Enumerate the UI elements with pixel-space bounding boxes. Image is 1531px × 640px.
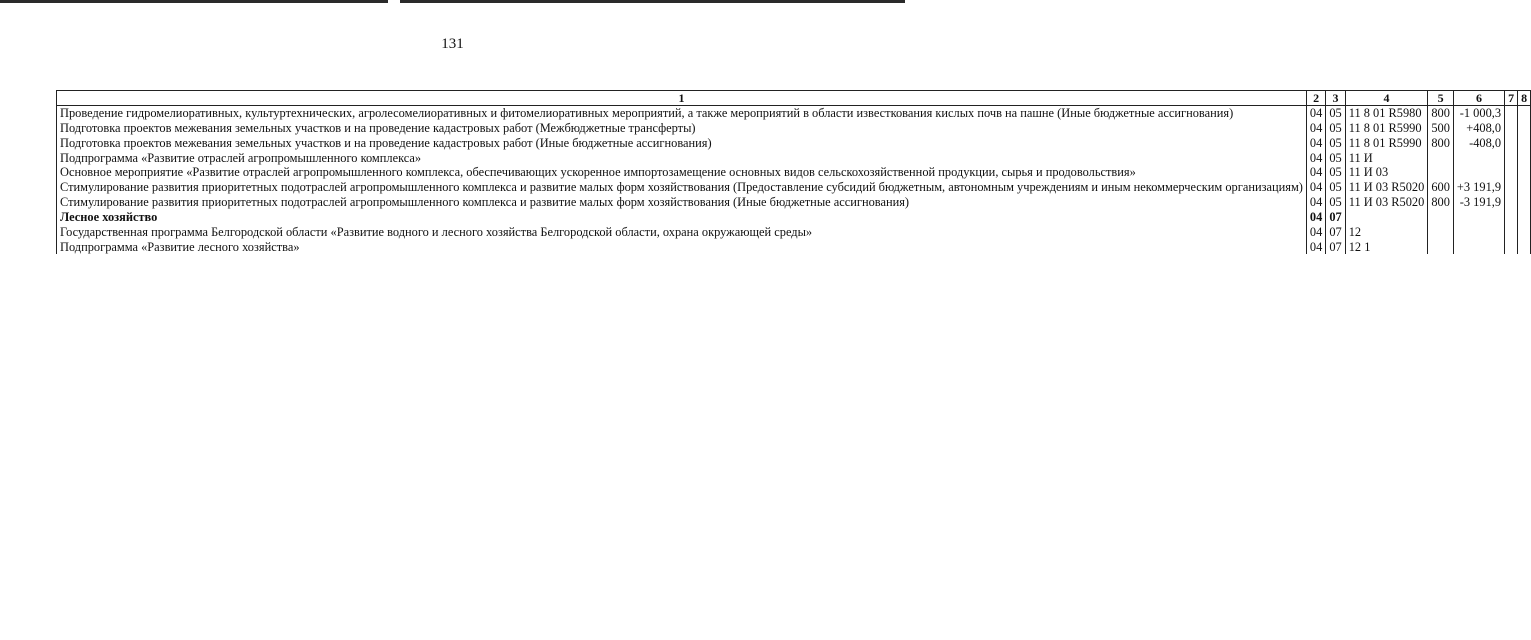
table-row	[57, 165, 1531, 180]
row-expense-type: 800	[1428, 136, 1454, 151]
row-section: 04	[1306, 240, 1325, 255]
row-col-8	[1518, 180, 1531, 195]
row-name: Подготовка проектов межевания земельных участков и на проведение кадастровых работ (Иные бюджетные ассигнования)	[57, 136, 1307, 151]
row-name: Лесное хозяйство	[57, 210, 1307, 225]
row-name: Подпрограмма «Развитие отраслей агропромышленного комплекса»	[57, 151, 1307, 166]
header-row	[57, 91, 1531, 106]
row-col-7	[1505, 136, 1518, 151]
row-amount: +408,0	[1453, 121, 1504, 136]
row-name: Основное мероприятие «Развитие отраслей агропромышленного комплекса, обеспечивающих ускоренное импортозамещение основных видов сельскохозяйственной продукции, сырья и продовольствия»	[57, 165, 1307, 180]
header-col-3: 3	[1326, 91, 1345, 106]
row-amount	[1453, 165, 1504, 180]
header-col-4: 4	[1345, 91, 1428, 106]
row-col-7	[1505, 210, 1518, 225]
row-name: Проведение гидромелиоративных, культуртехнических, агролесомелиоративных и фитомелиоративных мероприятий, а также мероприятий в области известкования кислых почв на пашне (Иные бюджетные ассигнования)	[57, 106, 1307, 121]
row-section: 04	[1306, 106, 1325, 121]
table-row	[57, 195, 1531, 210]
table-row	[57, 180, 1531, 195]
table-row	[57, 210, 1531, 225]
row-subsection: 07	[1326, 240, 1345, 255]
row-col-8	[1518, 121, 1531, 136]
row-target-code: 12	[1345, 225, 1428, 240]
row-section: 04	[1306, 195, 1325, 210]
row-amount	[1453, 240, 1504, 255]
row-amount: -408,0	[1453, 136, 1504, 151]
table-row	[57, 240, 1531, 255]
budget-table	[56, 90, 1531, 254]
header-col-6: 6	[1453, 91, 1504, 106]
row-expense-type: 500	[1428, 121, 1454, 136]
page-number: 131	[441, 36, 464, 52]
row-expense-type	[1428, 165, 1454, 180]
row-expense-type	[1428, 240, 1454, 255]
table-row	[57, 151, 1531, 166]
row-target-code: 11 8 01 R5980	[1345, 106, 1428, 121]
header-col-8: 8	[1518, 91, 1531, 106]
table-body	[57, 106, 1531, 255]
row-name: Стимулирование развития приоритетных подотраслей агропромышленного комплекса и развитие малых форм хозяйствования (Иные бюджетные ассигнования)	[57, 195, 1307, 210]
row-col-8	[1518, 106, 1531, 121]
top-rule-gap	[388, 0, 400, 3]
row-target-code: 11 И 03 R5020	[1345, 195, 1428, 210]
row-name: Стимулирование развития приоритетных подотраслей агропромышленного комплекса и развитие малых форм хозяйствования (Предоставление субсидий бюджетным, автономным учреждениям и иным некоммерческим организациям)	[57, 180, 1307, 195]
row-col-7	[1505, 151, 1518, 166]
row-subsection: 05	[1326, 151, 1345, 166]
row-col-7	[1505, 106, 1518, 121]
row-col-8	[1518, 225, 1531, 240]
row-section: 04	[1306, 151, 1325, 166]
row-amount	[1453, 225, 1504, 240]
row-target-code: 12 1	[1345, 240, 1428, 255]
row-col-7	[1505, 121, 1518, 136]
row-expense-type	[1428, 225, 1454, 240]
row-name: Государственная программа Белгородской области «Развитие водного и лесного хозяйства Белгородской области, охрана окружающей среды»	[57, 225, 1307, 240]
row-section: 04	[1306, 136, 1325, 151]
table-row	[57, 106, 1531, 121]
row-subsection: 05	[1326, 180, 1345, 195]
row-target-code	[1345, 210, 1428, 225]
row-subsection: 07	[1326, 210, 1345, 225]
header-col-1: 1	[57, 91, 1307, 106]
row-section: 04	[1306, 180, 1325, 195]
row-col-7	[1505, 180, 1518, 195]
header-col-5: 5	[1428, 91, 1454, 106]
row-col-7	[1505, 240, 1518, 255]
row-col-7	[1505, 225, 1518, 240]
table-row	[57, 225, 1531, 240]
row-col-8	[1518, 136, 1531, 151]
row-amount	[1453, 151, 1504, 166]
row-expense-type: 800	[1428, 195, 1454, 210]
row-col-8	[1518, 210, 1531, 225]
table-row	[57, 136, 1531, 151]
row-subsection: 05	[1326, 195, 1345, 210]
row-name: Подпрограмма «Развитие лесного хозяйства»	[57, 240, 1307, 255]
row-expense-type	[1428, 151, 1454, 166]
top-rule	[0, 0, 905, 3]
row-section: 04	[1306, 121, 1325, 136]
row-subsection: 05	[1326, 106, 1345, 121]
row-target-code: 11 8 01 R5990	[1345, 121, 1428, 136]
row-col-8	[1518, 195, 1531, 210]
row-subsection: 05	[1326, 121, 1345, 136]
row-amount	[1453, 210, 1504, 225]
header-col-2: 2	[1306, 91, 1325, 106]
row-expense-type	[1428, 210, 1454, 225]
row-name: Подготовка проектов межевания земельных участков и на проведение кадастровых работ (Межбюджетные трансферты)	[57, 121, 1307, 136]
row-section: 04	[1306, 165, 1325, 180]
row-expense-type: 800	[1428, 106, 1454, 121]
row-subsection: 07	[1326, 225, 1345, 240]
row-target-code: 11 И	[1345, 151, 1428, 166]
row-subsection: 05	[1326, 165, 1345, 180]
row-subsection: 05	[1326, 136, 1345, 151]
row-col-8	[1518, 151, 1531, 166]
row-amount: -3 191,9	[1453, 195, 1504, 210]
row-section: 04	[1306, 210, 1325, 225]
row-col-8	[1518, 240, 1531, 255]
row-section: 04	[1306, 225, 1325, 240]
row-col-7	[1505, 165, 1518, 180]
table-row	[57, 121, 1531, 136]
row-target-code: 11 И 03	[1345, 165, 1428, 180]
row-expense-type: 600	[1428, 180, 1454, 195]
row-target-code: 11 8 01 R5990	[1345, 136, 1428, 151]
row-target-code: 11 И 03 R5020	[1345, 180, 1428, 195]
header-col-7: 7	[1505, 91, 1518, 106]
row-col-7	[1505, 195, 1518, 210]
row-amount: +3 191,9	[1453, 180, 1504, 195]
row-amount: -1 000,3	[1453, 106, 1504, 121]
row-col-8	[1518, 165, 1531, 180]
